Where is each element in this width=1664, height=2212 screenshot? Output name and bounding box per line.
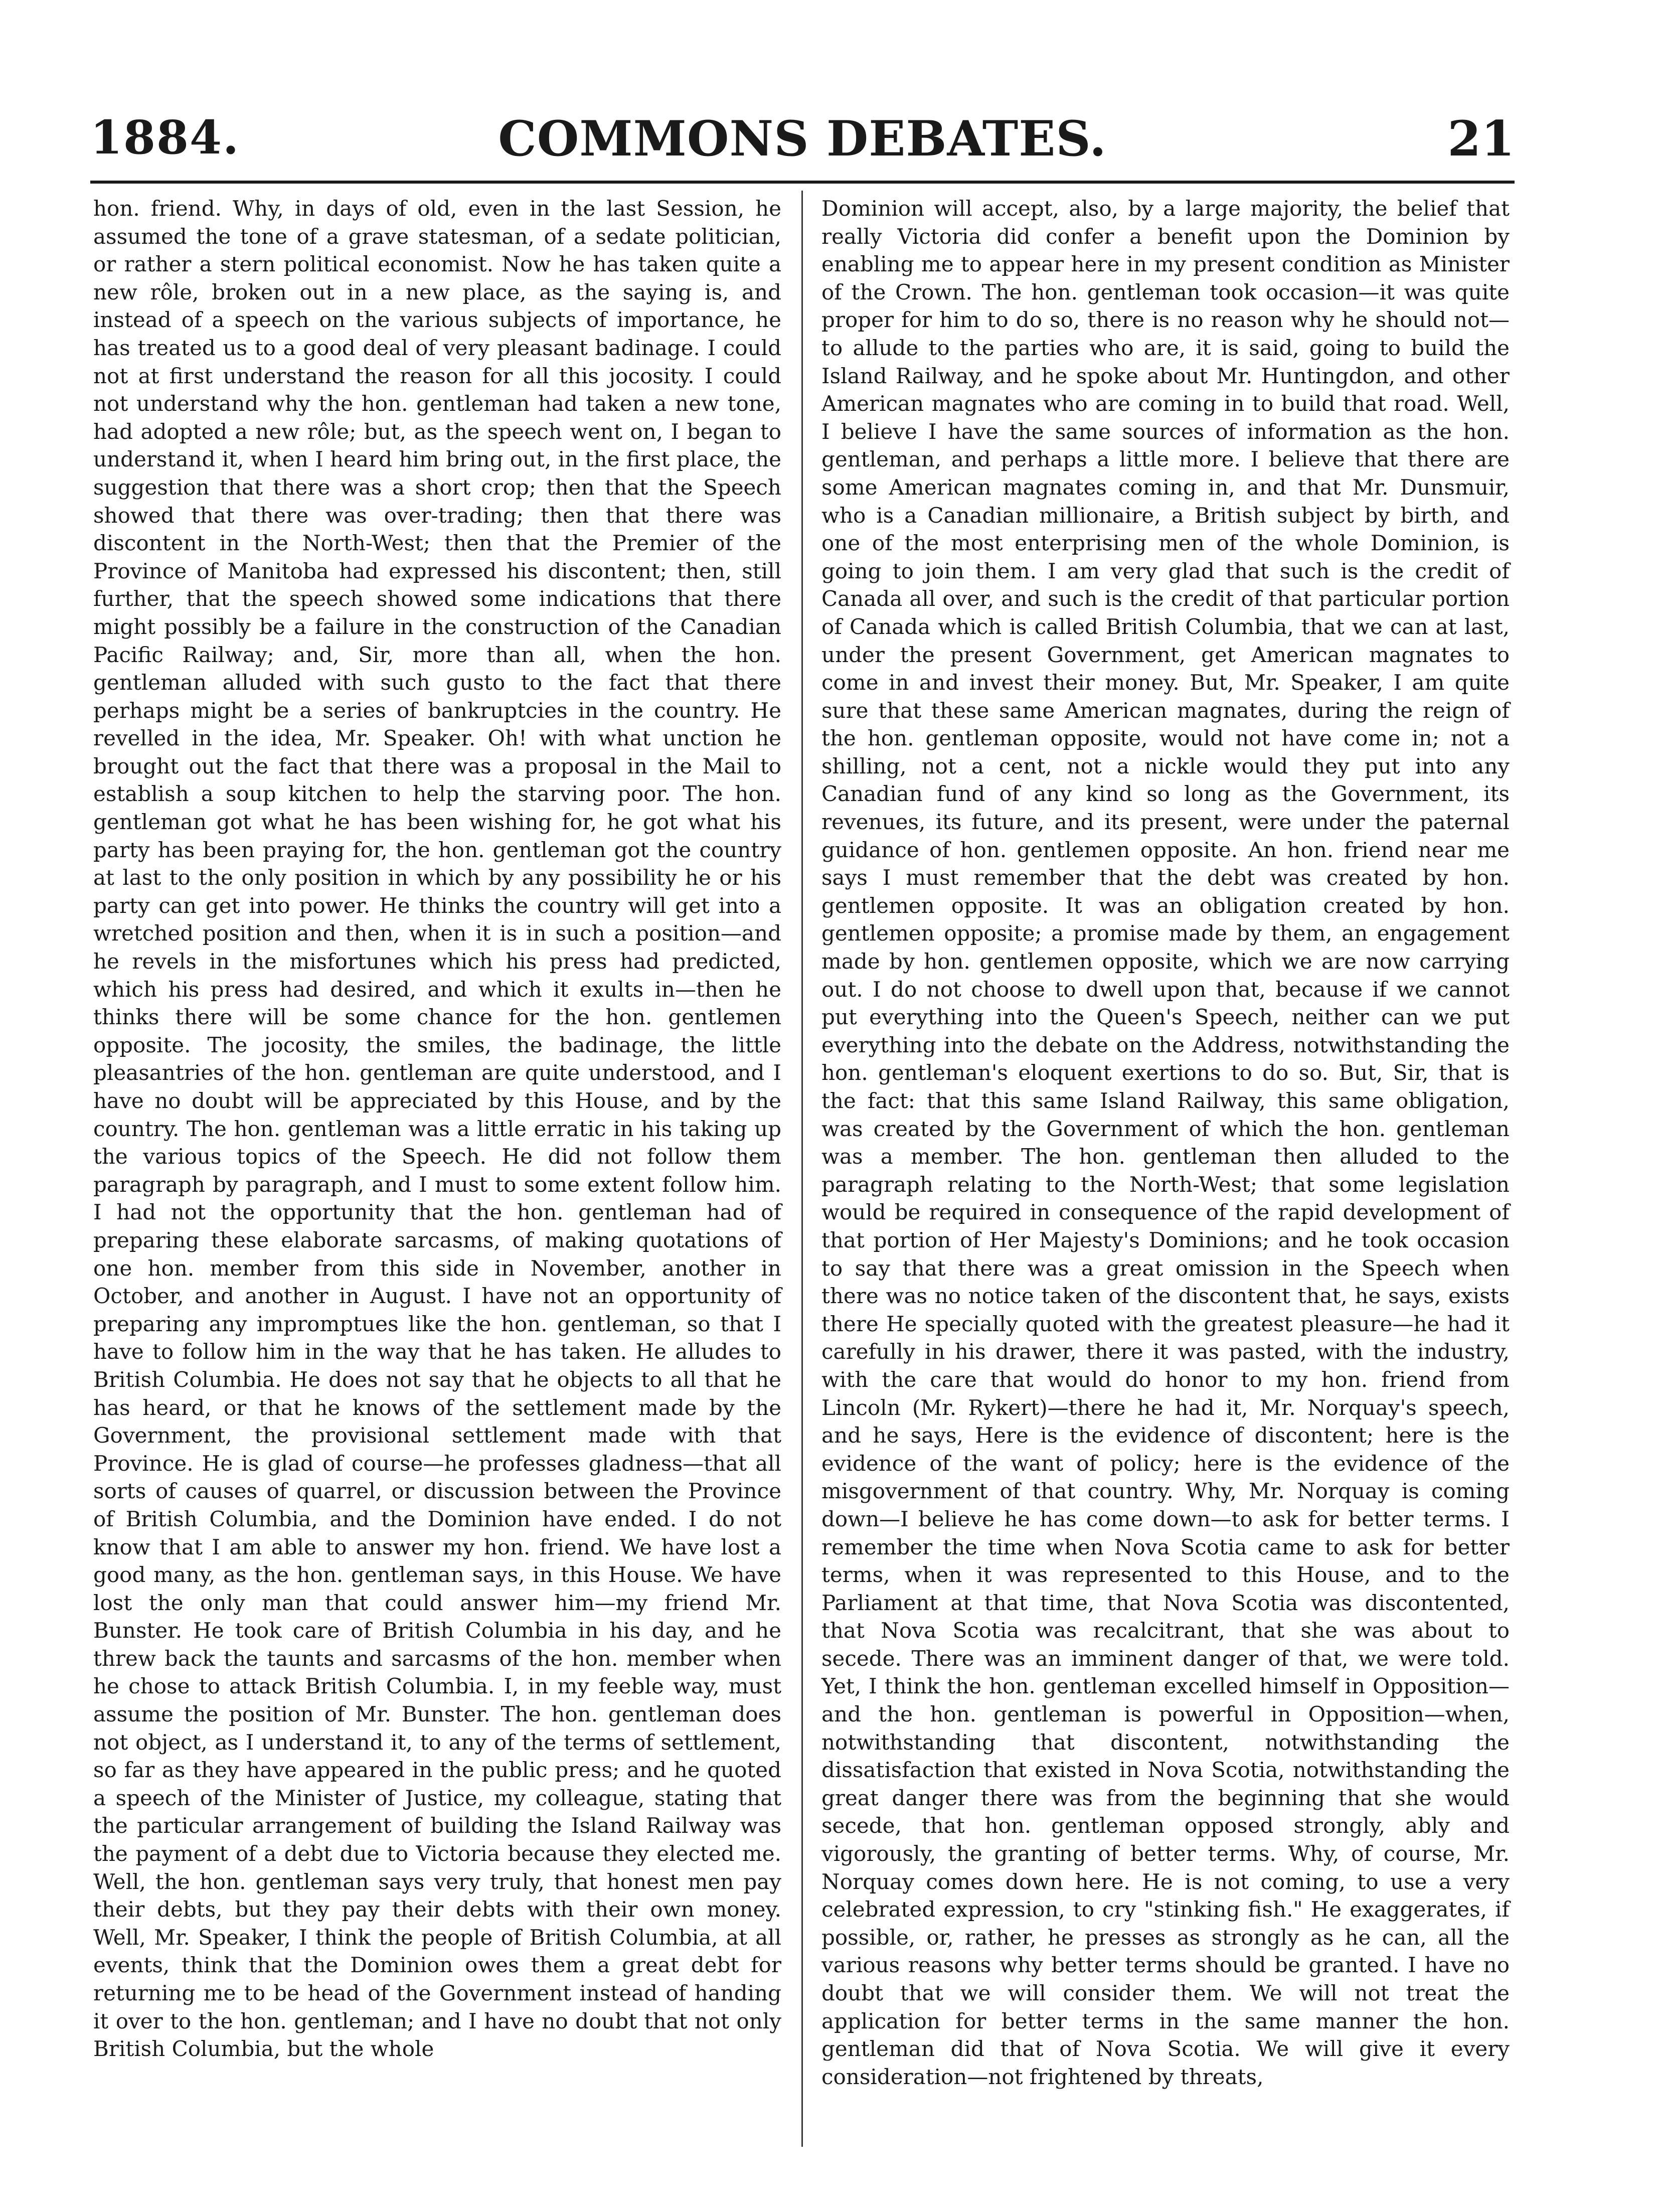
column-divider (801, 191, 803, 2147)
header-year: 1884. (90, 110, 240, 165)
right-column-text: Dominion will accept, also, by a large majority, the belief that really Victoria did confer a benefit upon the Dominion by enabling me to appear here in my present condition as Minister of the Crown. The hon. gentleman took occasion—it was quite proper for him to do so, there is no reason why he should not—to allude to the parties who are, it is said, going to build the Island Railway, and he spoke about Mr. Huntingdon, and other American magnates who are coming in to build that road. Well, I believe I have the same sources of information as the hon. gentleman, and perhaps a little more. I believe that there are some American magnates coming in, and that Mr. Dunsmuir, who is a Canadian millionaire, a British subject by birth, and one of the most enterprising men of the whole Dominion, is going to join them. I am very glad that such is the credit of Canada all over, and such is the credit of that particular portion of Canada which is called British Columbia, that we can at last, under the present Government, get American magnates to come in and invest their money. But, Mr. Speaker, I am quite sure that these same American magnates, during the reign of the hon. gentleman opposite, would not have come in; not a shilling, not a cent, not a nickle would they put into any Canadian fund of any kind so long as the Government, its revenues, its future, and its present, were under the paternal guidance of hon. gentlemen opposite. An hon. friend near me says I must remember that the debt was created by hon. gentlemen opposite. It was an obligation created by hon. gentlemen opposite; a promise made by them, an engagement made by hon. gentlemen opposite, which we are now carrying out. I do not choose to dwell upon that, because if we cannot put everything into the Queen's Speech, neither can we put everything into the debate on the Address, notwithstanding the hon. gentleman's eloquent exertions to do so. But, Sir, that is the fact: that this same Island Railway, this same obligation, was created by the Government of which the hon. gentleman was a member. The hon. gentleman then alluded to the paragraph relating to the North-West; that some legislation would be required in consequence of the rapid development of that portion of Her Majesty's Dominions; and he took occasion to say that there was a great omission in the Speech when there was no notice taken of the discontent that, he says, exists there He specially quoted with the greatest pleasure—he had it carefully in his drawer, there it was pasted, with the industry, with the care that would do honor to my hon. friend from Lincoln (Mr. Rykert)—there he had it, Mr. Norquay's speech, and he says, Here is the evidence of discontent; here is the evidence of the want of policy; here is the evidence of the misgovernment of that country. Why, Mr. Norquay is coming down—I believe he has come down—to ask for better terms. I remember the time when Nova Scotia came to ask for better terms, when it was represented to this House, and to the Parliament at that time, that Nova Scotia was discontented, that Nova Scotia was recalcitrant, that she was about to secede. There was an imminent danger of that, we were told. Yet, I think the hon. gentleman excelled himself in Opposition—and the hon. gentleman is powerful in Opposition—when, notwithstanding that discontent, notwithstanding the dissatisfaction that existed in Nova Scotia, notwithstanding the great danger there was from the beginning that she would secede, that hon. gentleman opposed strongly, ably and vigorously, the granting of better terms. Why, of course, Mr. Norquay comes down here. He is not coming, to use a very celebrated expression, to cry "stinking fish." He exaggerates, if possible, or, rather, he presses as strongly as he can, all the various reasons why better terms should be granted. I have no doubt that we will consider them. We will not treat the application for better terms in the same manner the hon. gentleman did that of Nova Scotia. We will give it every consideration—not frightened by threats, (821, 196, 1510, 2089)
header-rule (90, 181, 1515, 184)
left-column (93, 195, 781, 2063)
header-title: COMMONS DEBATES. (498, 110, 1107, 167)
page-header (90, 110, 1515, 171)
left-column-text: hon. friend. Why, in days of old, even in the last Session, he assumed the tone of a grave statesman, of a sedate politician, or rather a stern political economist. Now he has taken quite a new rôle, broken out in a new place, as the saying is, and instead of a speech on the various subjects of importance, he has treated us to a good deal of very pleasant badinage. I could not at first understand the reason for all this jocosity. I could not understand why the hon. gentleman had taken a new tone, had adopted a new rôle; but, as the speech went on, I began to understand it, when I heard him bring out, in the first place, the suggestion that there was a short crop; then that the Speech showed that there was over-trading; then that there was discontent in the North-West; then that the Premier of the Province of Manitoba had expressed his discontent; then, still further, that the speech showed some indications that there might possibly be a failure in the construction of the Canadian Pacific Railway; and, Sir, more than all, when the hon. gentleman alluded with such gusto to the fact that there perhaps might be a series of bankruptcies in the country. He revelled in the idea, Mr. Speaker. Oh! with what unction he brought out the fact that there was a proposal in the Mail to establish a soup kitchen to help the starving poor. The hon. gentleman got what he has been wishing for, he got what his party has been praying for, the hon. gentleman got the country at last to the only position in which by any possibility he or his party can get into power. He thinks the country will get into a wretched position and then, when it is in such a position—and he revels in the misfortunes which his press had predicted, which his press had desired, and which it exults in—then he thinks there will be some chance for the hon. gentlemen opposite. The jocosity, the smiles, the badinage, the little pleasantries of the hon. gentleman are quite understood, and I have no doubt will be appreciated by this House, and by the country. The hon. gentleman was a little erratic in his taking up the various topics of the Speech. He did not follow them paragraph by paragraph, and I must to some extent follow him. I had not the opportunity that the hon. gentleman had of preparing these elaborate sarcasms, of making quotations of one hon. member from this side in November, another in October, and another in August. I have not an opportunity of preparing any impromptues like the hon. gentleman, so that I have to follow him in the way that he has taken. He alludes to British Columbia. He does not say that he objects to all that he has heard, or that he knows of the settlement made by the Government, the provisional settlement made with that Province. He is glad of course—he professes gladness—that all sorts of causes of quarrel, or discussion between the Province of British Columbia, and the Dominion have ended. I do not know that I am able to answer my hon. friend. We have lost a good many, as the hon. gentleman says, in this House. We have lost the only man that could answer him—my friend Mr. Bunster. He took care of British Columbia in his day, and he threw back the taunts and sarcasms of the hon. member when he chose to attack British Columbia. I, in my feeble way, must assume the position of Mr. Bunster. The hon. gentleman does not object, as I understand it, to any of the terms of settlement, so far as they have appeared in the public press; and he quoted a speech of the Minister of Justice, my colleague, stating that the particular arrangement of building the Island Railway was the payment of a debt due to Victoria because they elected me. Well, the hon. gentleman says very truly, that honest men pay their debts, but they pay their debts with their own money. Well, Mr. Speaker, I think the people of British Columbia, at all events, think that the Dominion owes them a great debt for returning me to be head of the Government instead of handing it over to the hon. gentleman; and I have no doubt that not only British Columbia, but the whole (93, 196, 781, 2062)
right-column (821, 195, 1510, 2091)
header-page-number: 21 (1447, 110, 1515, 167)
